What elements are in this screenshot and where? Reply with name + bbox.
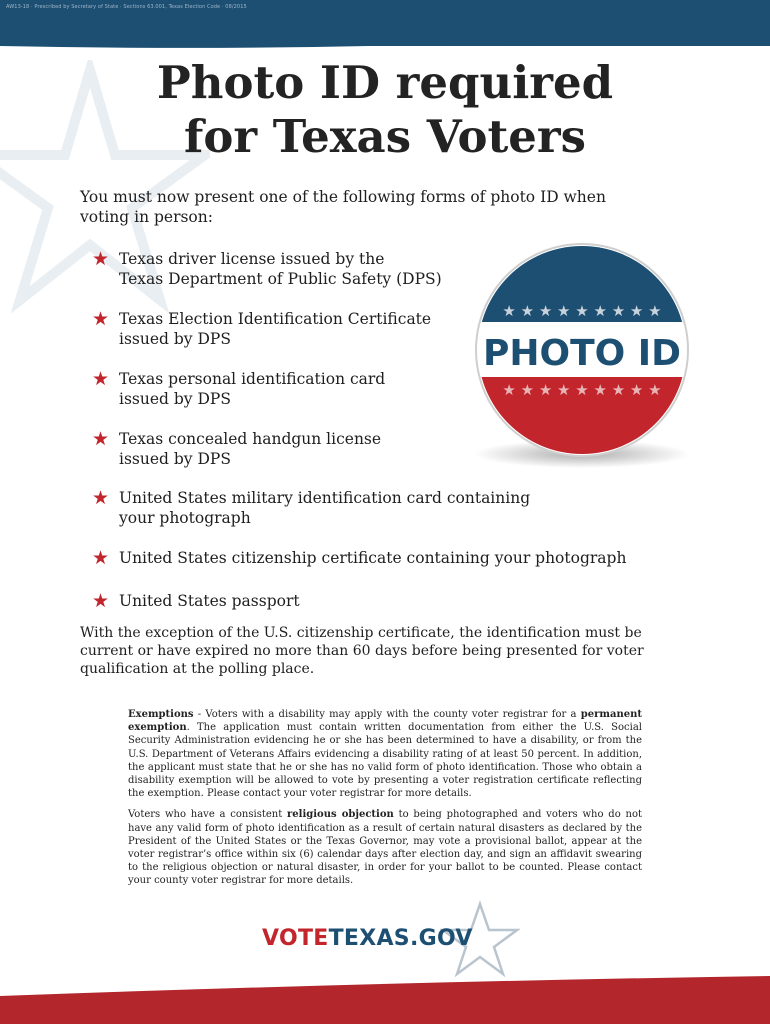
title-line-1: Photo ID required xyxy=(156,56,614,109)
list-item-line-2: Texas Department of Public Safety (DPS) xyxy=(119,270,442,288)
list-item-line-2: issued by DPS xyxy=(119,330,231,348)
logo-vote-text: VOTE xyxy=(262,926,329,951)
validity-paragraph xyxy=(80,624,680,678)
form-code-text: AW13-18 · Prescribed by Secretary of State · Sections 63.001, Texas Election Code · 08/2015 xyxy=(6,4,247,10)
star-bullet-icon: ★ xyxy=(92,487,110,509)
badge-label: PHOTO ID xyxy=(482,333,682,374)
list-item-line-1: Texas concealed handgun license xyxy=(119,430,382,448)
religious-objection-term: religious objection xyxy=(287,809,394,821)
intro-line-1: You must now present one of the following forms of photo ID when xyxy=(80,188,606,206)
star-bullet-icon: ★ xyxy=(92,368,110,390)
exemptions-heading: Exemptions xyxy=(128,709,194,720)
votetexas-logo xyxy=(258,900,518,980)
list-item-line-2: your photograph xyxy=(119,509,251,527)
title-line-2: for Texas Voters xyxy=(184,110,586,163)
list-item-line-2: issued by DPS xyxy=(119,450,231,468)
validity-line-3: qualification at the polling place. xyxy=(80,661,315,677)
star-bullet-icon: ★ xyxy=(92,308,110,330)
star-bullet-icon: ★ xyxy=(92,248,110,270)
validity-line-2: current or have expired no more than 60 days before being presented for voter xyxy=(80,643,644,659)
star-bullet-icon: ★ xyxy=(92,547,110,569)
exemptions-paragraph-2: Voters who have a consistent religious objection to being photographed and voters who do not have any valid form of photo identification as a result of certain natural disasters as declared by the President of the United States or the Texas Governor, may vote a provisional ballot, appear at the voter registrar’s office within six (6) calendar days after election day, and sign an affidavit swearing to the religious objection or natural disaster, in order for your ballot to be counted. Please contact your county voter registrar for more details. xyxy=(128,809,642,887)
list-item-line-2: issued by DPS xyxy=(119,390,231,408)
list-item-line-1: Texas personal identification card xyxy=(119,370,386,388)
list-item xyxy=(92,488,672,528)
list-item-line-1: United States military identification card containing xyxy=(119,489,531,507)
star-row-icon: ★ ★ ★ ★ ★ ★ ★ ★ ★ xyxy=(502,302,662,320)
star-bullet-icon: ★ xyxy=(92,428,110,450)
exemptions-section xyxy=(128,708,642,896)
permanent-exemption-term: permanent exemption xyxy=(128,709,642,734)
bottom-banner xyxy=(0,976,770,1024)
intro-paragraph xyxy=(80,187,680,227)
logo-texas-text: TEXAS.GOV xyxy=(328,926,473,951)
list-item-line-1: Texas driver license issued by the xyxy=(119,250,385,268)
page-title xyxy=(0,56,770,164)
photo-id-badge xyxy=(470,240,694,476)
exemptions-paragraph-1: Exemptions - Voters with a disability may apply with the county voter registrar for a permanent exemption. The application must contain written documentation from either the U.S. Social Security Administration evidencing he or she has been determined to have a disability, or from the U.S. Department of Veterans Affairs evidencing a disability rating of at least 50 percent. In addition, the applicant must state that he or she has no valid form of photo identification. Those who obtain a disability exemption will be allowed to vote by presenting a voter registration certificate reflecting the exemption. Please contact your voter registrar for more details. xyxy=(128,709,642,800)
list-item xyxy=(92,591,672,611)
list-item-line-1: United States passport xyxy=(119,592,300,610)
list-item xyxy=(92,548,672,568)
top-banner-curve xyxy=(0,20,770,60)
list-item-line-1: Texas Election Identification Certificate xyxy=(119,310,432,328)
star-row-icon: ★ ★ ★ ★ ★ ★ ★ ★ ★ xyxy=(502,381,662,399)
list-item-line-1: United States citizenship certificate containing your photograph xyxy=(119,549,627,567)
star-bullet-icon: ★ xyxy=(92,590,110,612)
validity-line-1: With the exception of the U.S. citizenship certificate, the identification must be xyxy=(80,625,642,641)
intro-line-2: voting in person: xyxy=(80,208,213,226)
